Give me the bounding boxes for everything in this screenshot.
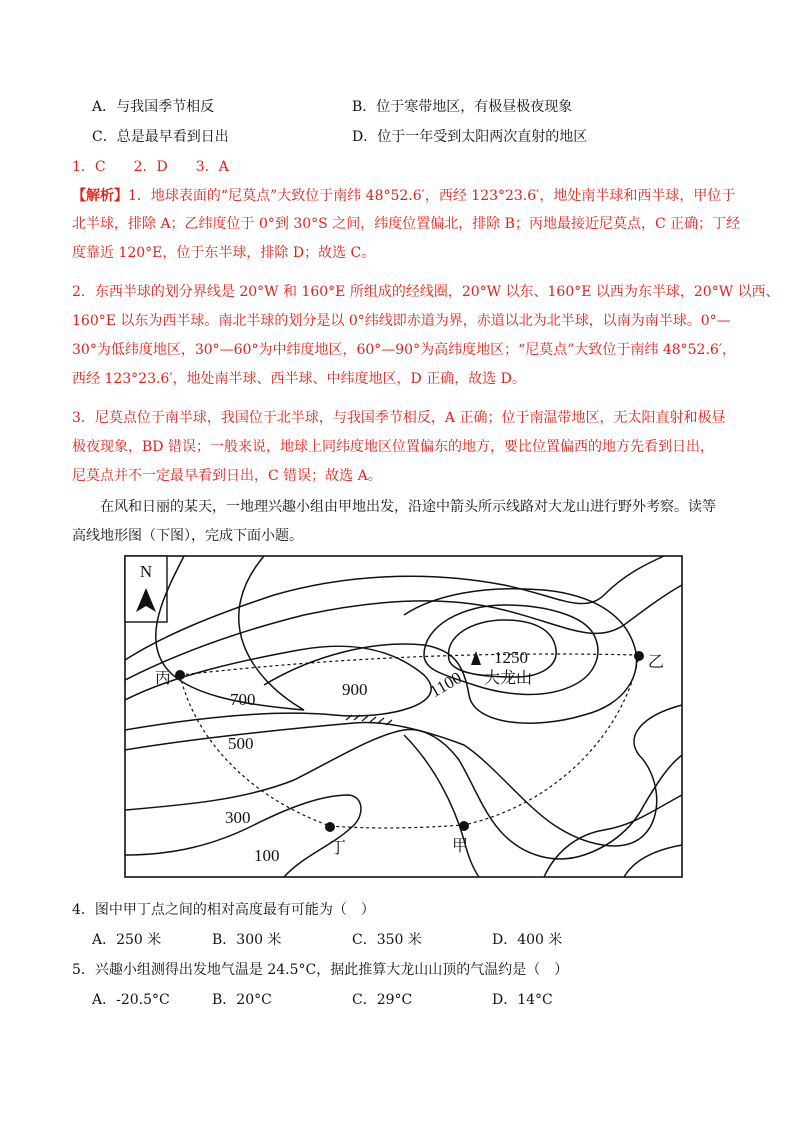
q5-option-d: D．14°C [492, 992, 553, 1008]
point-yi-label: 乙 [648, 652, 665, 671]
contour-label-1100: 1100 [426, 668, 465, 702]
point-yi-dot [634, 651, 644, 661]
contour-map [124, 555, 684, 879]
contour-label-1250: 1250 [494, 648, 528, 667]
q3-option-b: B．位于寒带地区，有极昼极夜现象 [352, 99, 573, 115]
q3-option-d: D．位于一年受到太阳两次直射的地区 [352, 129, 588, 145]
analysis-line: 北半球，排除 A；乙纬度位于 0°到 30°S 之间，纬度位置偏北，排除 B；丙地最接近尼莫点，C 正确；丁经 [72, 216, 741, 232]
analysis-line: 度靠近 120°E，位于东半球，排除 D；故选 C。 [72, 245, 376, 261]
q4-option-b: B．300 米 [212, 932, 282, 948]
q4-option-d: D．400 米 [492, 932, 563, 948]
q4-option-c: C．350 米 [352, 932, 422, 948]
intro-line: 在风和日丽的某天，一地理兴趣小组由甲地出发，沿途中箭头所示线路对大龙山进行野外考察。读等 [100, 499, 716, 515]
analysis-line: 2．东西半球的划分界线是 20°W 和 160°E 所组成的经线圈，20°W 以东、160°E 以西为东半球，20°W 以西、 [72, 284, 780, 300]
q5-option-c: C．29°C [352, 992, 413, 1008]
q4-option-a: A．250 米 [92, 932, 162, 948]
point-ding-label: 丁 [330, 838, 347, 857]
point-jia-dot [459, 821, 469, 831]
analysis-line: 3．尼莫点位于南半球，我国位于北半球，与我国季节相反，A 正确；位于南温带地区，无太阳直射和极昼 [72, 410, 726, 426]
analysis-line: 尼莫点并不一定最早看到日出，C 错误；故选 A。 [72, 468, 382, 484]
point-ding-dot [325, 822, 335, 832]
q5-stem: 5．兴趣小组测得出发地气温是 24.5°C，据此推算大龙山山顶的气温约是（ ） [72, 962, 569, 978]
intro-line: 高线地形图（下图），完成下面小题。 [72, 528, 303, 544]
analysis-line [72, 186, 735, 206]
contour-label-100: 100 [254, 846, 280, 865]
north-label: N [139, 562, 153, 581]
contour-label-500: 500 [228, 734, 254, 753]
contour-label-700: 700 [230, 690, 256, 709]
analysis-line: 西经 123°23.6′，地处南半球、西半球、中纬度地区，D 正确，故选 D。 [72, 371, 526, 387]
analysis-text: 1．地球表面的“尼莫点”大致位于南纬 48°52.6′，西经 123°23.6′，地处南半球和西半球，甲位于 [128, 188, 736, 204]
point-bing-dot [175, 670, 185, 680]
analysis-line: 160°E 以东为西半球。南北半球的划分是以 0°纬线即赤道为界，赤道以北为北半球，以南为南半球。0°— [72, 313, 731, 329]
q3-option-a: A．与我国季节相反 [92, 99, 215, 115]
analysis-tag: 【解析】 [72, 188, 128, 204]
q5-option-a: A．-20.5°C [92, 992, 170, 1008]
contour-label-900: 900 [342, 680, 368, 699]
analysis-line: 极夜现象，BD 错误；一般来说，地球上同纬度地区位置偏东的地方，要比位置偏西的地方先看到日出， [72, 439, 714, 455]
analysis-line: 30°为低纬度地区，30°—60°为中纬度地区，60°—90°为高纬度地区；“尼莫点”大致位于南纬 48°52.6′， [72, 342, 737, 358]
contour-label-300: 300 [225, 808, 251, 827]
q4-stem: 4．图中甲丁点之间的相对高度最有可能为（ ） [72, 902, 375, 918]
point-bing-label: 丙 [155, 668, 172, 687]
q3-option-c: C．总是最早看到日出 [92, 129, 229, 145]
answer-key: 1．C 2．D 3．A [72, 159, 229, 175]
point-jia-label: 甲 [452, 836, 469, 855]
peak-label: 大龙山 [484, 668, 533, 687]
q5-option-b: B．20°C [212, 992, 272, 1008]
